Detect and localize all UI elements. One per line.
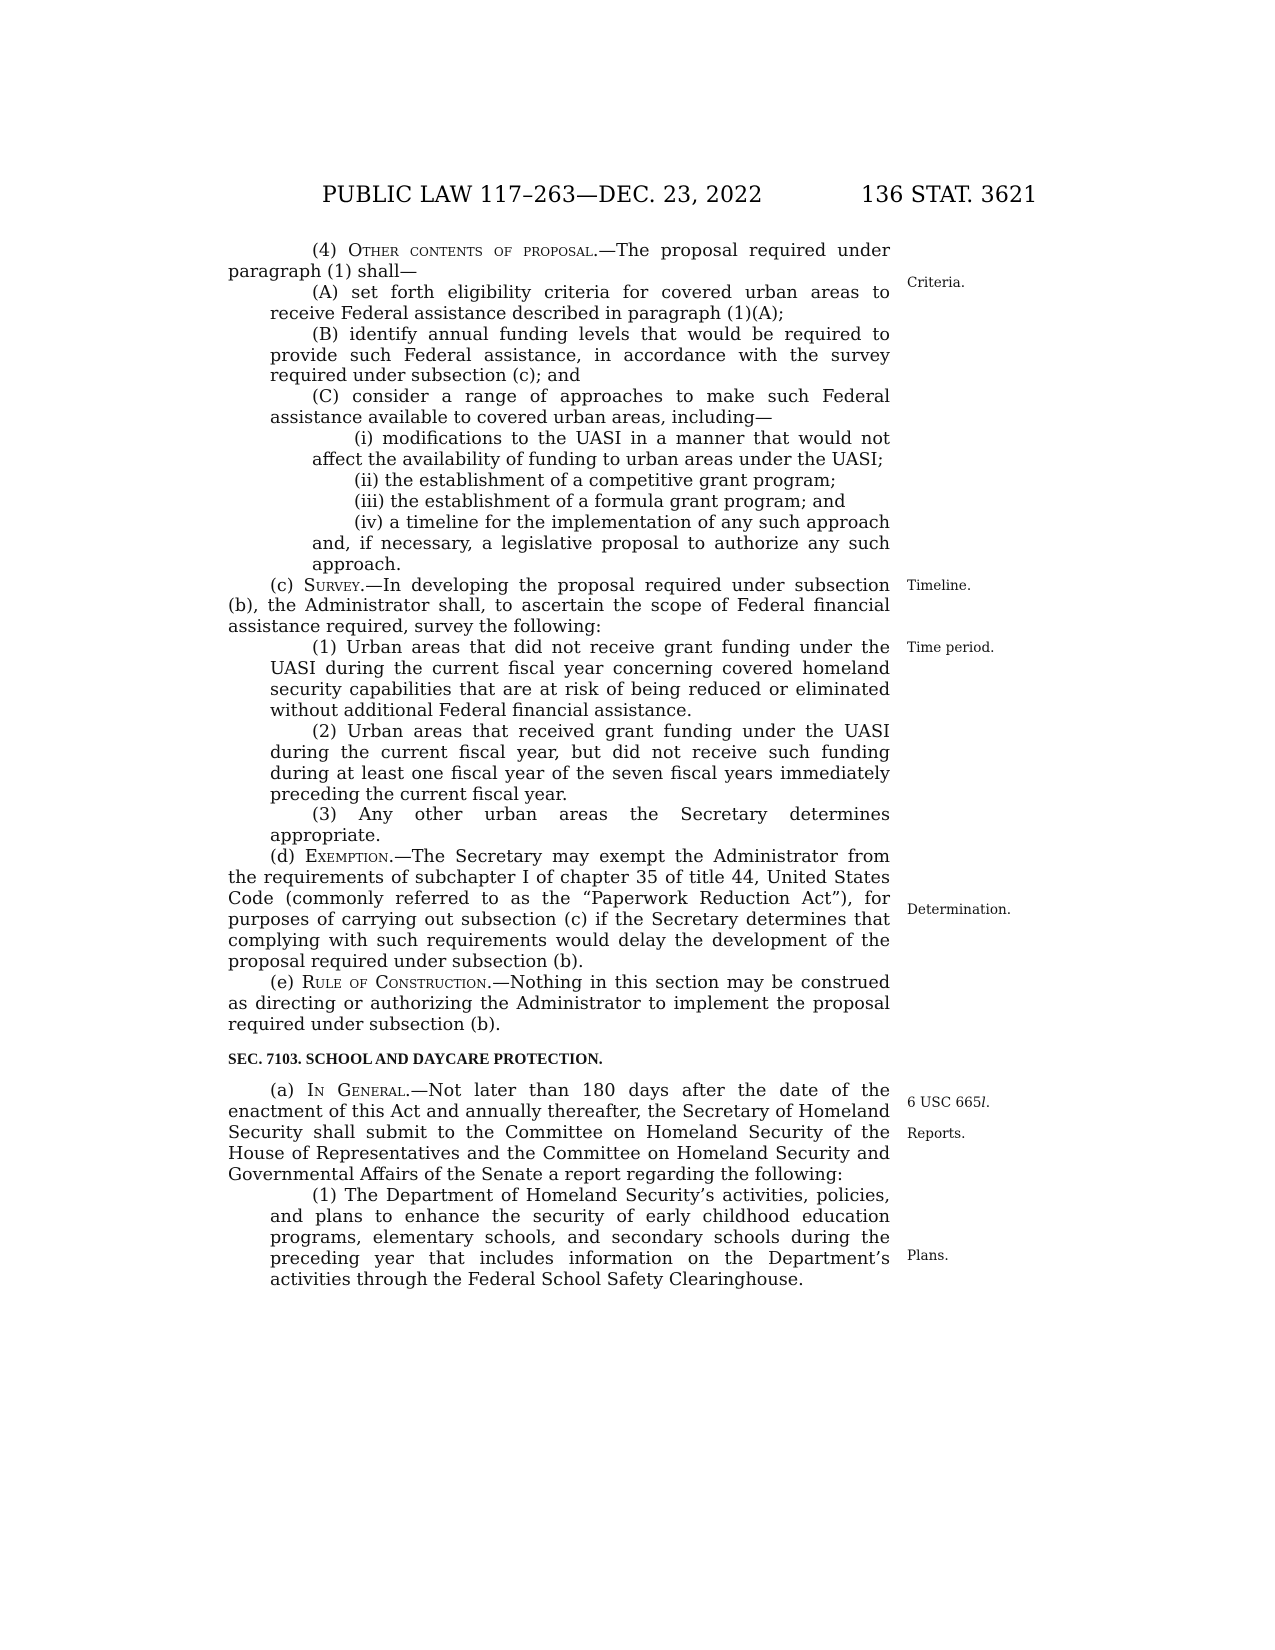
subsection-d-heading: Exemption <box>304 847 389 868</box>
report-item-1: (1) The Department of Homeland Security’s activities, policies, and plans to enhance the security of early childhood education programs, elementary schools, and secondary schools during the preceding year that includes information on the Department’s activities through the Federal School Safety Clearinghouse. <box>270 1185 890 1290</box>
clause-iv: (iv) a timeline for the implementation of any such approach and, if necessary, a legislative proposal to authorize any such approach. <box>312 512 890 575</box>
paragraph-4: (4) Other contents of proposal.—The proposal required under paragraph (1) shall— <box>228 241 891 282</box>
subsection-e: (e) Rule of Construction.—Nothing in this section may be construed as directing or authorizing the Administrator to implement the proposal required under subsection (b). <box>228 972 891 1035</box>
subsection-c-heading: Survey <box>303 575 360 596</box>
clause-i: (i) modifications to the UASI in a manner that would not affect the availability of funding to urban areas under the UASI; <box>312 429 890 471</box>
survey-item-1: (1) Urban areas that did not receive grant funding under the UASI during the current fiscal year concerning covered homeland security capabilities that are at risk of being reduced or eliminated without additional Federal financial assistance. <box>270 638 890 721</box>
margin-note-determination: Determination. <box>907 902 1012 918</box>
margin-note-timeline: Timeline. <box>907 578 972 594</box>
running-header-stat: 136 STAT. 3621 <box>861 183 1038 208</box>
margin-note-time-period: Time period. <box>907 640 995 656</box>
subparagraph-b: (B) identify annual funding levels that would be required to provide such Federal assistance, in accordance with the survey required under subsection (c); and <box>270 324 890 387</box>
survey-item-2: (2) Urban areas that received grant funding under the UASI during the current fiscal year, but did not receive such funding during at least one fiscal year of the seven fiscal years immediately preceding the current fiscal year. <box>270 721 890 805</box>
document-body <box>228 241 890 1290</box>
subparagraph-c: (C) consider a range of approaches to make such Federal assistance available to covered urban areas, including— <box>270 387 890 429</box>
subsection-d: (d) Exemption.—The Secretary may exempt the Administrator from the requirements of subchapter I of chapter 35 of title 44, United States Code (commonly referred to as the “Paperwork Reduction Act”), for purposes of carrying out subsection (c) if the Secretary determines that complying with such requirements would delay the development of the proposal required under subsection (b). <box>228 847 890 972</box>
clause-ii: (ii) the establishment of a competitive grant program; <box>354 470 837 491</box>
subsection-c: (c) Survey.—In developing the proposal required under subsection (b), the Administrator shall, to ascertain the scope of Federal financial assistance required, survey the following: <box>228 575 890 638</box>
paragraph-4-heading: Other contents of proposal <box>348 241 593 261</box>
margin-note-criteria: Criteria. <box>907 275 966 291</box>
subsection-e-heading: Rule of Construction <box>301 972 487 993</box>
clause-iii: (iii) the establishment of a formula grant program; and <box>354 491 846 512</box>
running-header-title: PUBLIC LAW 117–263—DEC. 23, 2022 <box>322 183 763 208</box>
margin-note-reports: Reports. <box>907 1126 966 1142</box>
subsection-a-heading: In General <box>307 1081 406 1102</box>
margin-note-plans: Plans. <box>907 1248 949 1264</box>
survey-item-3: (3) Any other urban areas the Secretary determines appropriate. <box>270 805 890 847</box>
section-heading: SEC. 7103. SCHOOL AND DAYCARE PROTECTION. <box>228 1051 603 1069</box>
margin-note-usc: 6 USC 665l. <box>907 1095 991 1111</box>
subsection-a: (a) In General.—Not later than 180 days after the date of the enactment of this Act and annually thereafter, the Secretary of Homeland Security shall submit to the Committee on Homeland Security of the House of Representatives and the Committee on Homeland Security and Governmental Affairs of the Senate a report regarding the following: <box>228 1081 890 1185</box>
subparagraph-a: (A) set forth eligibility criteria for covered urban areas to receive Federal assistance described in paragraph (1)(A); <box>270 282 890 324</box>
